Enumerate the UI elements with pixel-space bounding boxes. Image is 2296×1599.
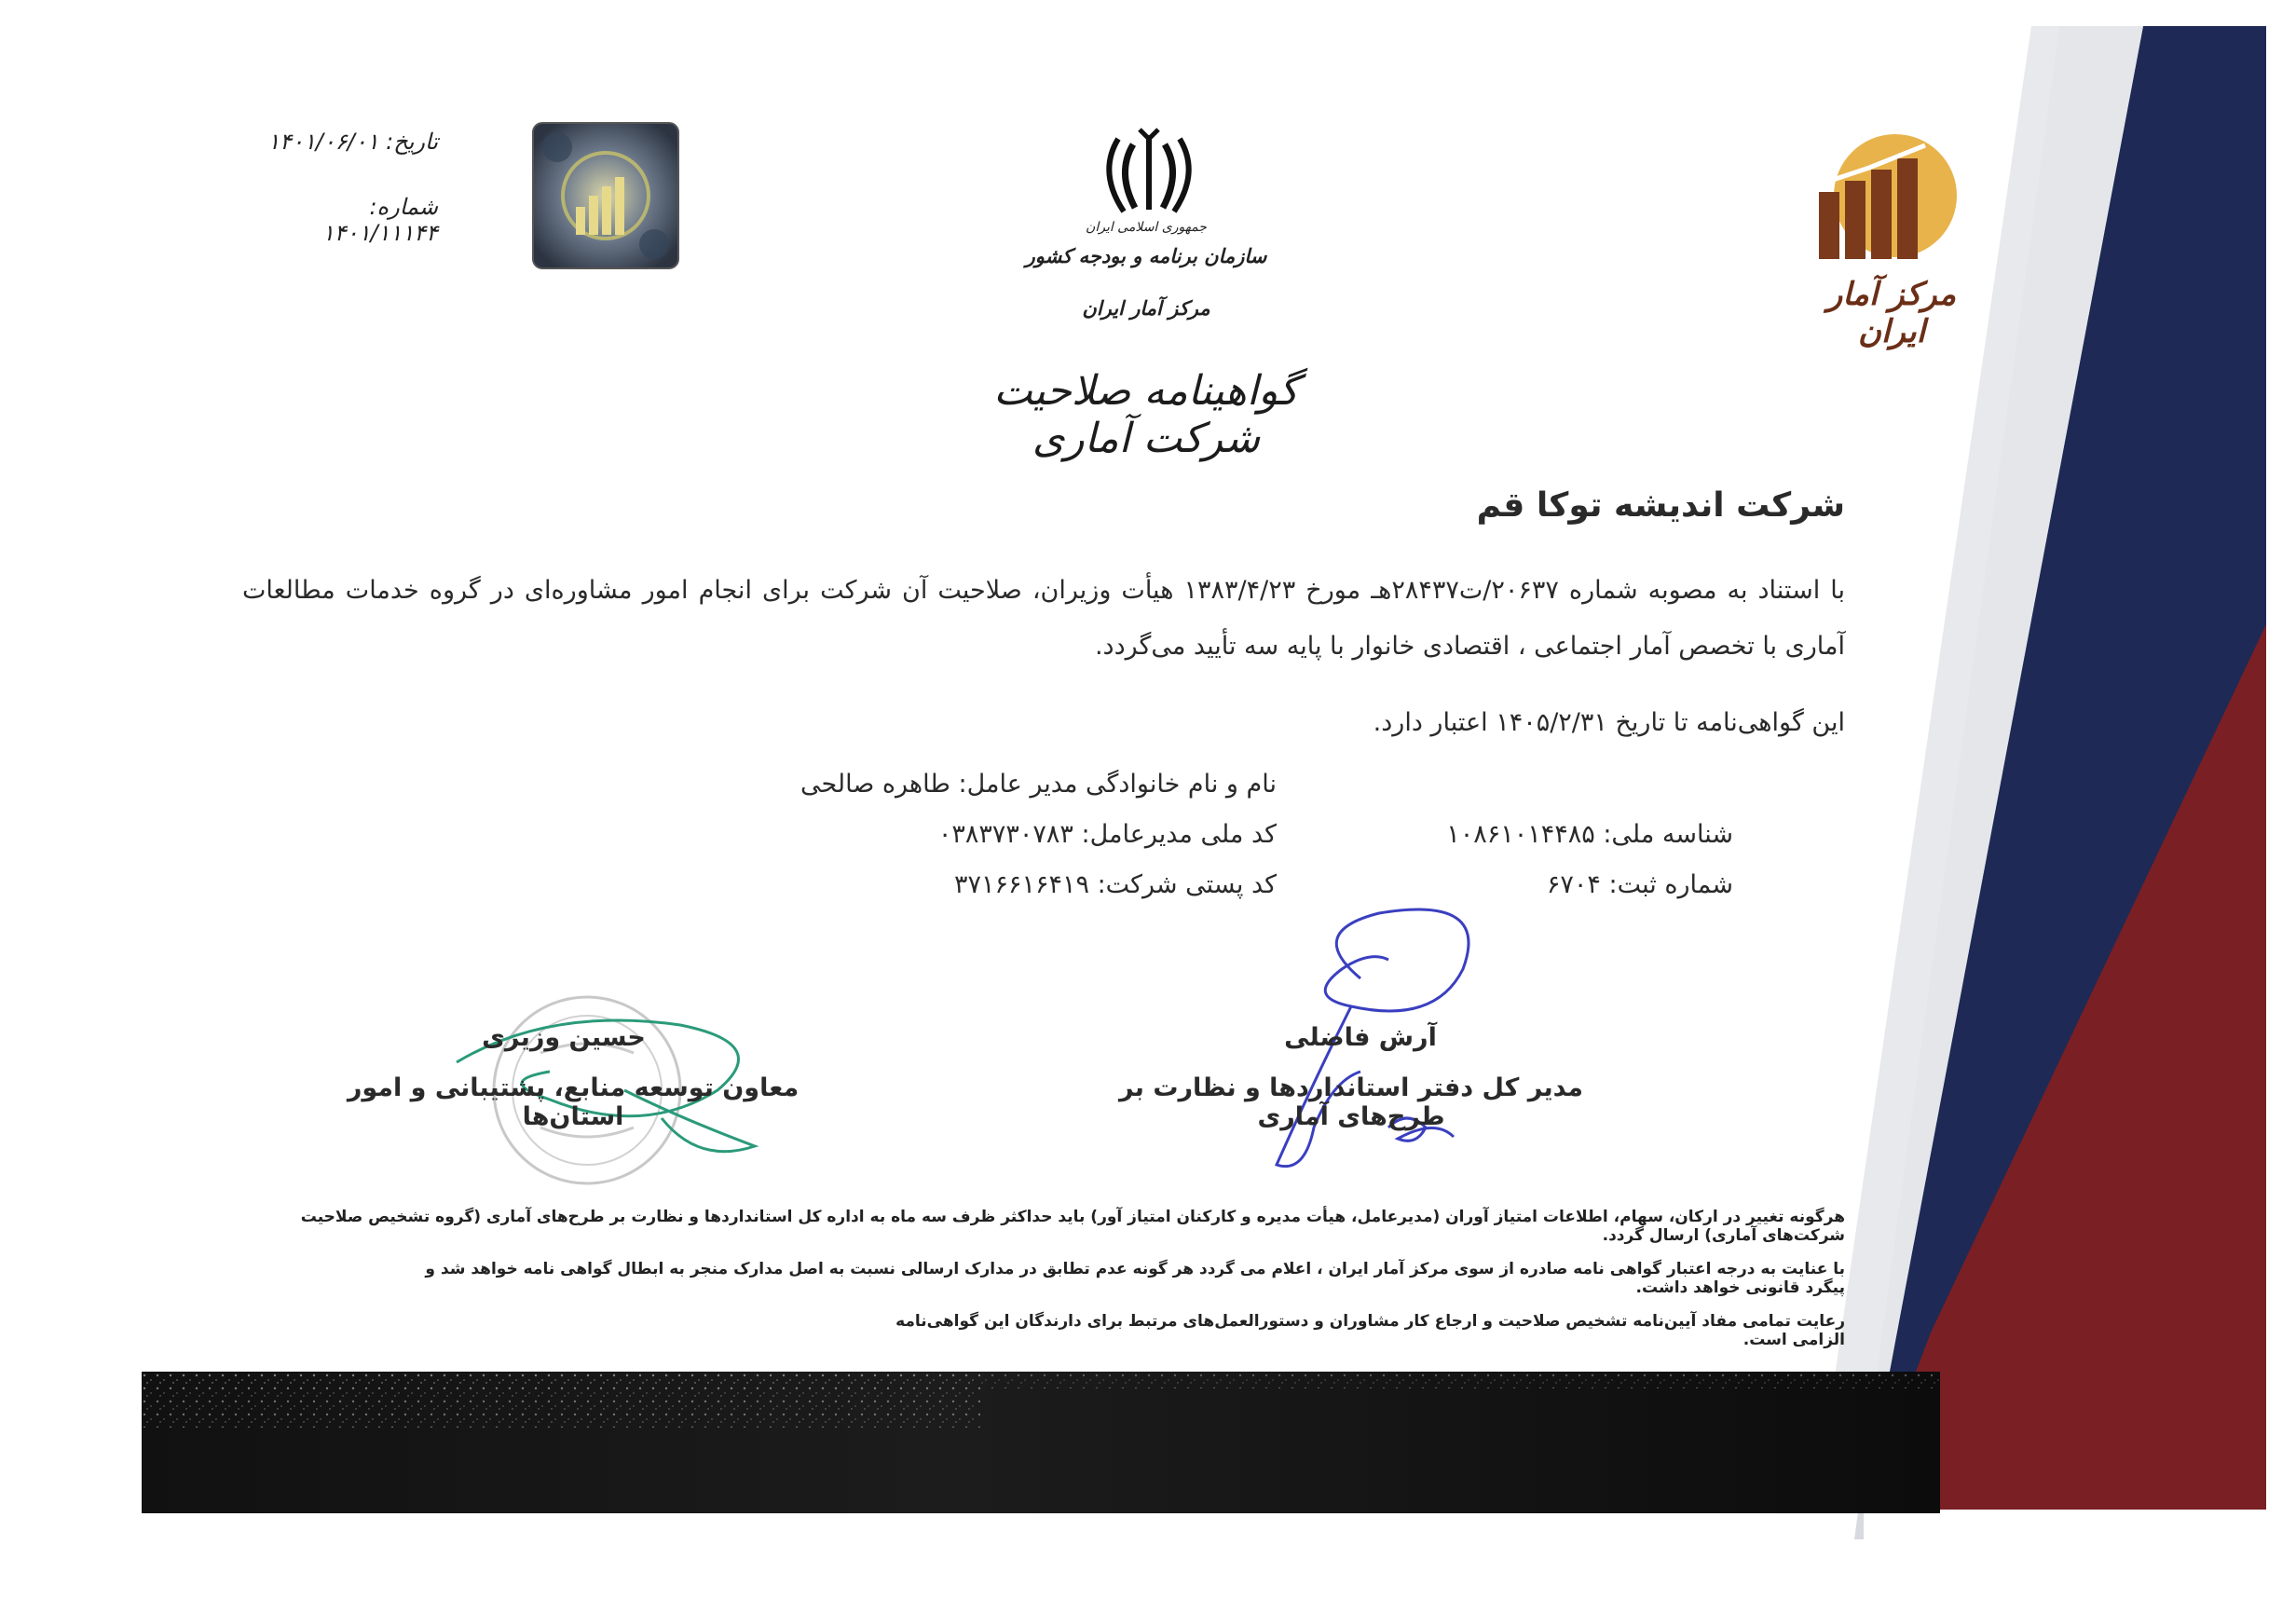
center-name: مرکز آمار ایران bbox=[1082, 296, 1210, 320]
number-value: ۱۴۰۱/۱۱۱۴۴ bbox=[321, 220, 438, 246]
company-name: شرکت اندیشه توکا قم bbox=[1476, 486, 1845, 525]
manager-label: نام و نام خانوادگی مدیر عامل: bbox=[958, 770, 1277, 799]
certificate-title: گواهینامه صلاحیت شرکت آماری bbox=[993, 367, 1299, 462]
date-line bbox=[252, 129, 438, 155]
postal-value: ۳۷۱۶۶۱۶۴۱۹ bbox=[953, 870, 1089, 899]
national-id-line bbox=[1323, 820, 1733, 849]
right-signatory-title: مدیر کل دفتر استانداردها و نظارت بر طرح‌های آماری bbox=[1119, 1073, 1583, 1131]
manager-code-line bbox=[745, 820, 1277, 849]
validity-line: این گواهی‌نامه تا تاریخ ۱۴۰۵/۲/۳۱ اعتبار دارد. bbox=[1373, 708, 1845, 737]
right-signatory-name: آرش فاضلی bbox=[1284, 1023, 1437, 1052]
footnote-1: هرگونه تغییر در ارکان، سهام، اطلاعات امتیاز آوران (مدیرعامل، هیأت مدیره و کارکنان امتیاز آور) باید حداکثر ظرف سه ماه به اداره کل استانداردها و نظارت بر طرح‌های آماری (گروه تشخیص صلاحیت شرکت‌های آماری) ارسال گردد. bbox=[300, 1208, 1845, 1245]
manager-line bbox=[652, 770, 1277, 799]
bottom-dark-band bbox=[142, 1372, 1940, 1513]
national-id-label: شناسه ملی: bbox=[1603, 820, 1733, 849]
footnote-3: رعایت تمامی مفاد آیین‌نامه تشخیص صلاحیت و ارجاع کار مشاوران و دستورالعمل‌های مرتبط برای دارندگان این گواهی‌نامه الزامی است. bbox=[895, 1312, 1845, 1349]
statistics-logo-icon bbox=[1813, 130, 1962, 270]
manager-code-label: کد ملی مدیرعامل: bbox=[1081, 820, 1277, 849]
iran-emblem-icon bbox=[1098, 126, 1200, 219]
left-signatory-title: معاون توسعه منابع، پشتیبانی و امور استان‌ها bbox=[347, 1073, 800, 1131]
postal-line bbox=[745, 870, 1277, 899]
manager-value: طاهره صالحی bbox=[800, 770, 950, 799]
date-label: تاریخ: bbox=[386, 129, 438, 155]
hologram-seal-icon bbox=[531, 121, 680, 270]
registration-label: شماره ثبت: bbox=[1608, 870, 1733, 899]
number-line bbox=[252, 194, 438, 246]
national-id-value: ۱۰۸۶۱۰۱۴۴۸۵ bbox=[1446, 820, 1595, 849]
postal-label: کد پستی شرکت: bbox=[1097, 870, 1277, 899]
manager-code-value: ۰۳۸۳۷۳۰۷۸۳ bbox=[937, 820, 1073, 849]
org-name: سازمان برنامه و بودجه کشور bbox=[1025, 244, 1267, 267]
emblem-caption: جمهوری اسلامی ایران bbox=[1086, 220, 1207, 235]
number-label: شماره: bbox=[369, 194, 438, 220]
date-value: ۱۴۰۱/۰۶/۰۱ bbox=[267, 129, 379, 155]
footnote-2: با عنایت به درجه اعتبار گواهی نامه صادره از سوی مرکز آمار ایران ، اعلام می گردد هر گونه عدم تطابق در مدارک ارسالی نسبت به اصل مدارک منجر به ابطال گواهی نامه خواهد شد و پیگرد قانونی خواهد داشت. bbox=[425, 1260, 1845, 1297]
approval-paragraph: با استناد به مصوبه شماره ۲۰۶۳۷/ت۲۸۴۳۷هـ مورخ ۱۳۸۳/۴/۲۳ هیأت وزیران، صلاحیت آن شرکت برای انجام امور مشاوره‌ای در گروه خدمات مطالعات آماری با تخصص آمار اجتماعی ، اقتصادی خانوار با پایه سه تأیید می‌گردد. bbox=[242, 576, 1845, 661]
left-signatory-name: حسین وزیری bbox=[482, 1023, 646, 1052]
registration-value: ۶۷۰۴ bbox=[1546, 870, 1601, 899]
logo-caption: مرکز آمار ایران bbox=[1826, 276, 1957, 350]
